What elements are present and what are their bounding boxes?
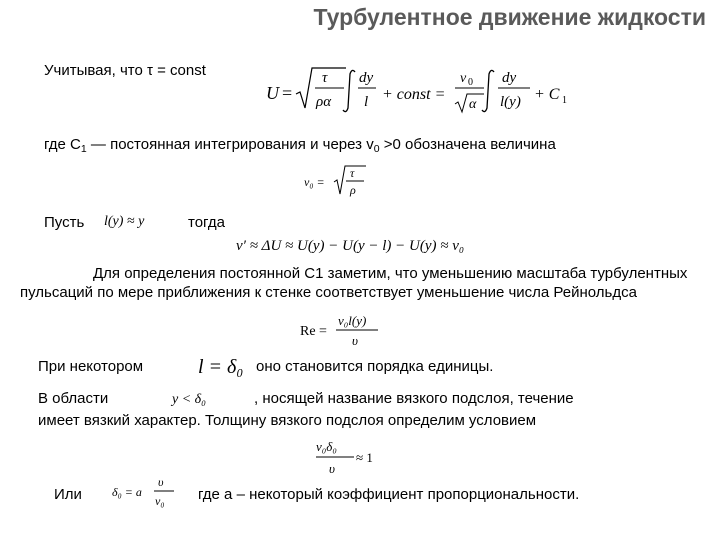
svg-text:1: 1	[562, 95, 567, 106]
f1-u: U	[266, 83, 279, 103]
in-region-label: В области	[38, 390, 109, 407]
reynolds-paragraph: Для определения постоянной С1 заметим, что уменьшению масштаба турбулентных пульсаций по мере приближения к стенке соответствует уменьшение числа Рейнольдса	[20, 265, 688, 301]
coefficient-text: где а – некоторый коэффициент пропорциональности.	[198, 486, 580, 503]
f9-den: v₀	[155, 494, 165, 508]
f1-dy: dy	[359, 70, 374, 86]
pulsation-velocity-formula: v′ ≈ ΔU ≈ U(y) − U(y − l) − U(y) ≈ v₀	[236, 238, 465, 254]
f2-rho: ρ	[350, 183, 356, 197]
f5-den: υ	[352, 333, 358, 348]
svg-text:0: 0	[468, 77, 473, 88]
f9-num: υ	[158, 475, 164, 489]
svg-text:=: =	[282, 83, 293, 103]
order-unity-text: оно становится порядка единицы.	[256, 358, 494, 375]
l-equals-delta-formula: l = δ₀	[198, 356, 244, 378]
line2-sub: 1	[80, 143, 87, 155]
mixing-length-formula: l(y) ≈ y	[104, 214, 145, 229]
line2-a: где С	[44, 136, 81, 153]
sublayer-thickness-formula	[112, 474, 186, 520]
f9-lhs: δ₀ = a	[112, 485, 142, 499]
f1-sqrt-alpha: α	[469, 97, 477, 112]
line2-b: — постоянная интегрирования и через v	[86, 136, 374, 153]
v0-definition-formula	[302, 162, 372, 200]
f8-num: v₀δ₀	[316, 439, 337, 454]
sublayer-condition-formula	[314, 436, 384, 478]
f5-re: Re =	[300, 324, 327, 339]
f1-c1: + C	[534, 86, 560, 103]
velocity-profile-formula	[262, 64, 582, 120]
reynolds-formula	[300, 310, 384, 350]
given-text: Учитывая, что τ = const	[44, 62, 206, 79]
f8-rhs: ≈ 1	[356, 450, 373, 465]
slide-title: Турбулентное движение жидкости	[313, 4, 706, 30]
line2-c: >0 обозначена величина	[379, 136, 556, 153]
f2-v0: v₀ =	[304, 175, 325, 189]
f1-l: l	[364, 94, 369, 110]
f1-const: + const =	[382, 86, 446, 103]
let-label: Пусть	[44, 214, 85, 231]
f1-rho-alpha: ρα	[316, 94, 332, 110]
f1-v0: v	[460, 71, 467, 86]
viscous-sublayer-text: , носящей название вязкого подслоя, течение	[254, 390, 574, 407]
viscous-character-text: имеет вязкий характер. Толщину вязкого подслоя определим условием	[38, 412, 537, 429]
f2-tau: τ	[350, 166, 355, 180]
f1-tau: τ	[322, 70, 328, 86]
line2-sub2: 0	[373, 143, 380, 155]
f1-ly: l(y)	[500, 94, 521, 110]
f1-dy2: dy	[502, 70, 517, 86]
or-label: Или	[54, 486, 82, 503]
f5-num: v₀l(y)	[338, 313, 367, 328]
constant-description	[44, 136, 556, 155]
f8-den: υ	[329, 461, 335, 476]
at-some-label: При некотором	[38, 358, 144, 375]
y-less-delta-formula: y < δ₀	[172, 392, 207, 407]
then-label: тогда	[188, 214, 225, 231]
